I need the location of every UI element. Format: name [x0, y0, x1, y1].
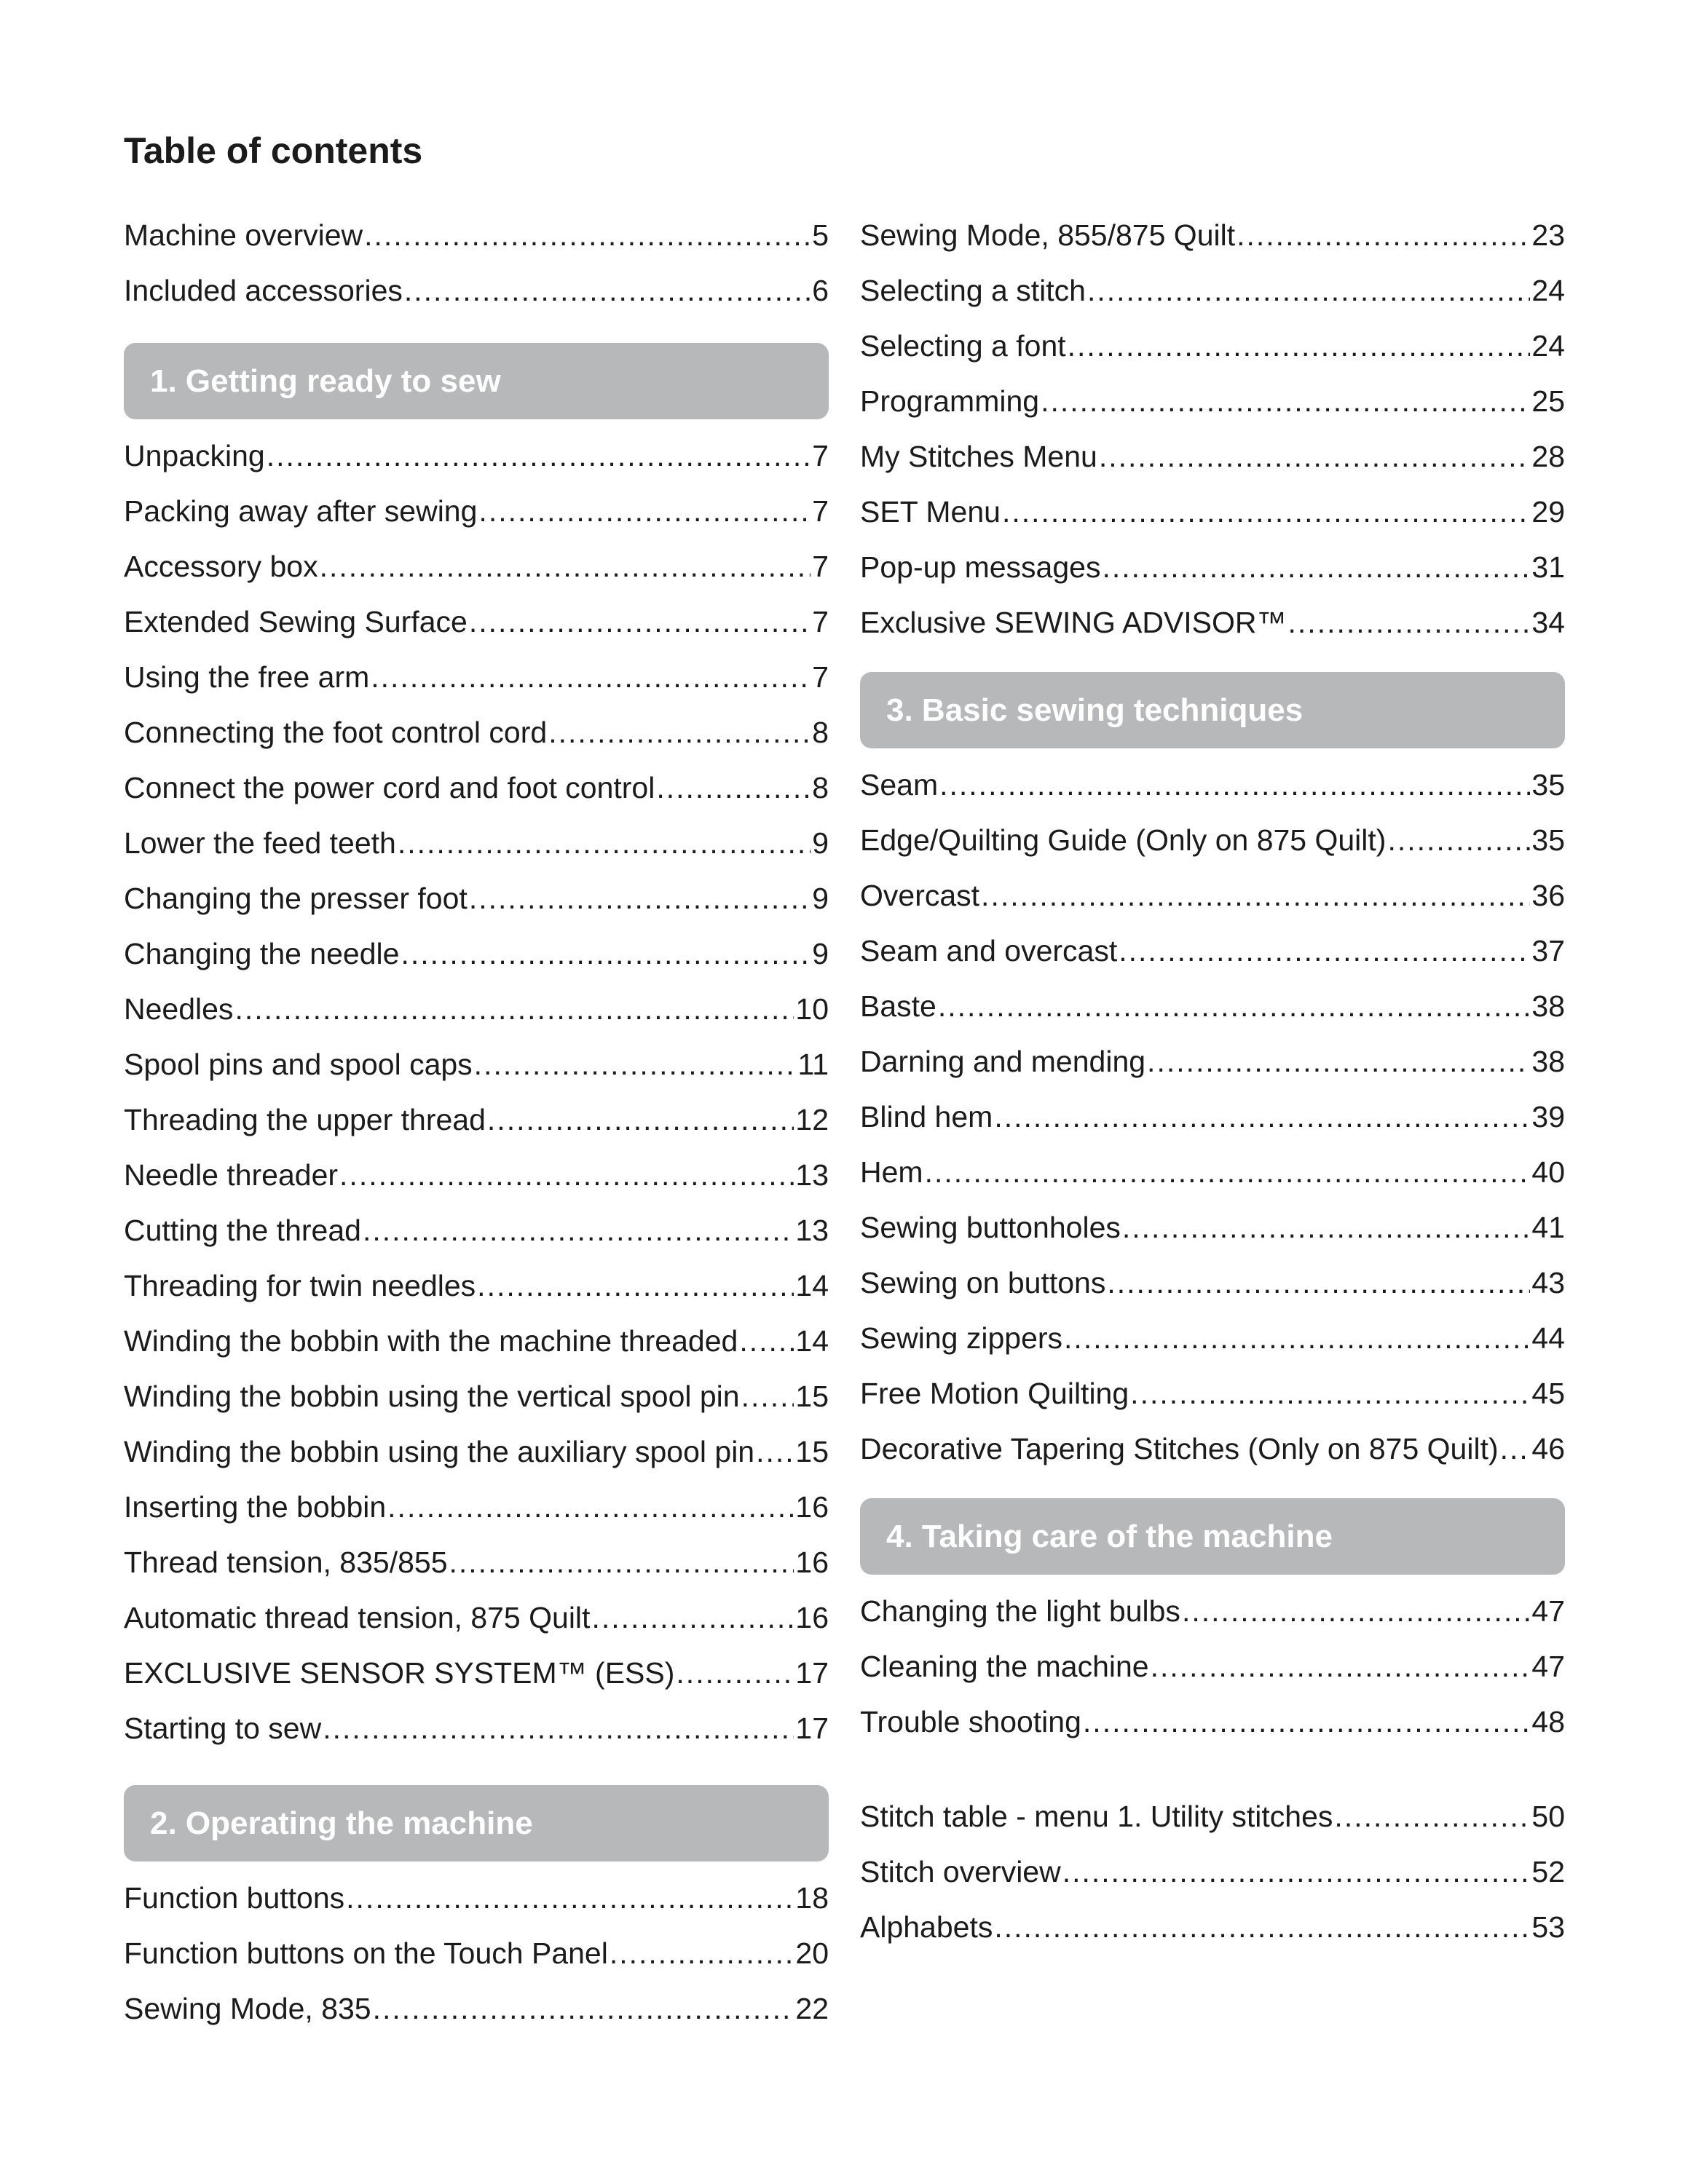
toc-entry-label: Free Motion Quilting [860, 1377, 1129, 1410]
toc-entry-label: Included accessories [124, 274, 403, 307]
leader-dots [1500, 1421, 1531, 1476]
leader-dots [739, 1313, 794, 1369]
toc-entry[interactable] [124, 1258, 829, 1313]
leader-dots [398, 815, 811, 871]
toc-entry-page: 11 [797, 1048, 829, 1081]
toc-entry-page: 31 [1531, 550, 1565, 584]
toc-entry-label: Sewing buttonholes [860, 1211, 1121, 1244]
toc-entry-page: 43 [1531, 1266, 1565, 1299]
leader-dots [1062, 1844, 1531, 1899]
toc-entry-label: Lower the feed teeth [124, 826, 396, 860]
leader-dots [756, 1424, 794, 1479]
intro-list [124, 207, 829, 318]
toc-entry[interactable] [124, 981, 829, 1037]
toc-entry-page: 13 [795, 1158, 829, 1192]
toc-entry-page: 29 [1531, 495, 1565, 529]
toc-entry-label: Changing the needle [124, 937, 400, 970]
operating-continued-list [860, 207, 1565, 650]
toc-entry-page: 8 [812, 716, 829, 749]
toc-entry[interactable] [860, 1200, 1565, 1255]
toc-entry-label: Selecting a stitch [860, 274, 1086, 307]
toc-entry-page: 34 [1531, 606, 1565, 639]
leader-dots [469, 594, 811, 649]
toc-entry-page: 8 [812, 771, 829, 804]
toc-entry-page: 15 [795, 1380, 829, 1413]
toc-entry-label: Threading for twin needles [124, 1269, 476, 1302]
page-title: Table of contents [124, 130, 423, 171]
toc-entry-label: Function buttons [124, 1881, 345, 1915]
toc-entry[interactable] [860, 484, 1565, 539]
leader-dots [401, 926, 811, 981]
leader-dots [938, 978, 1531, 1034]
leader-dots [267, 428, 811, 483]
toc-entry-label: Programming [860, 384, 1040, 418]
toc-entry[interactable] [124, 1981, 829, 2036]
toc-entry-page: 7 [812, 605, 829, 638]
toc-entry[interactable] [860, 923, 1565, 978]
toc-entry-label: Darning and mending [860, 1045, 1146, 1078]
toc-entry-page: 39 [1531, 1100, 1565, 1133]
leader-dots [1083, 1694, 1530, 1749]
toc-entry[interactable] [124, 760, 829, 815]
toc-entry[interactable] [124, 594, 829, 649]
toc-entry-page: 14 [795, 1324, 829, 1358]
section-operating-list [124, 1870, 829, 2036]
toc-entry[interactable] [860, 1583, 1565, 1639]
toc-entry[interactable] [860, 1694, 1565, 1749]
toc-entry-label: Overcast [860, 879, 980, 912]
toc-entry[interactable] [124, 539, 829, 594]
toc-entry-page: 9 [812, 826, 829, 860]
toc-entry-page: 22 [795, 1992, 829, 2025]
leader-dots [404, 263, 811, 318]
toc-entry-label: My Stitches Menu [860, 440, 1097, 473]
toc-entry-label: Connect the power cord and foot control [124, 771, 655, 804]
toc-entry-page: 16 [795, 1601, 829, 1634]
toc-entry[interactable] [124, 428, 829, 483]
toc-entry-label: Exclusive SEWING ADVISOR™ [860, 606, 1287, 639]
leader-dots [1102, 539, 1530, 595]
toc-entry-label: Connecting the foot control cord [124, 716, 548, 749]
leader-dots [676, 1645, 794, 1701]
toc-entry[interactable] [124, 483, 829, 539]
toc-entry-page: 13 [795, 1214, 829, 1247]
toc-entry[interactable] [124, 1701, 829, 1756]
toc-entry[interactable] [860, 1639, 1565, 1694]
right-column [860, 207, 1565, 1955]
toc-entry-label: Alphabets [860, 1910, 993, 1944]
toc-entry[interactable] [860, 1089, 1565, 1144]
section-header-basic-sewing: 3. Basic sewing techniques [860, 672, 1565, 748]
toc-entry-label: Machine overview [124, 218, 363, 252]
toc-entry-label: Unpacking [124, 439, 265, 472]
toc-entry-page: 35 [1531, 823, 1565, 857]
toc-entry[interactable] [124, 649, 829, 705]
toc-entry-label: Winding the bobbin with the machine threaded [124, 1324, 738, 1358]
leader-dots [364, 207, 811, 263]
toc-entry[interactable] [860, 207, 1565, 263]
toc-entry-page: 47 [1531, 1650, 1565, 1683]
toc-entry[interactable] [860, 1366, 1565, 1421]
leader-dots [981, 868, 1530, 923]
toc-entry-page: 48 [1531, 1705, 1565, 1738]
toc-entry-label: Cleaning the machine [860, 1650, 1149, 1683]
toc-entry-page: 16 [795, 1490, 829, 1524]
toc-entry-page: 14 [795, 1269, 829, 1302]
leader-dots [478, 483, 811, 539]
section-basic-sewing-list [860, 757, 1565, 1476]
toc-entry-label: Needles [124, 992, 234, 1026]
leader-dots [1064, 1310, 1530, 1366]
toc-entry-page: 24 [1531, 274, 1565, 307]
toc-entry[interactable] [860, 1034, 1565, 1089]
toc-entry[interactable] [860, 868, 1565, 923]
toc-entry[interactable] [860, 373, 1565, 429]
toc-entry[interactable] [860, 1144, 1565, 1200]
section-taking-care-list [860, 1583, 1565, 1749]
toc-entry[interactable] [124, 1870, 829, 1926]
toc-entry-label: Sewing zippers [860, 1321, 1063, 1355]
toc-entry-label: SET Menu [860, 495, 1001, 529]
toc-entry[interactable] [124, 815, 829, 871]
leader-dots [925, 1144, 1531, 1200]
toc-entry-label: Using the free arm [124, 660, 370, 694]
leader-dots [1387, 812, 1530, 868]
leader-dots [346, 1870, 794, 1926]
toc-entry-label: Thread tension, 835/855 [124, 1546, 448, 1579]
leader-dots [1147, 1034, 1530, 1089]
toc-entry-page: 52 [1531, 1855, 1565, 1888]
toc-entry-label: Inserting the bobbin [124, 1490, 387, 1524]
leader-dots [1068, 318, 1531, 373]
toc-entry[interactable] [124, 1479, 829, 1535]
toc-entry-page: 47 [1531, 1594, 1565, 1628]
toc-entry-page: 20 [795, 1936, 829, 1970]
toc-entry-label: EXCLUSIVE SENSOR SYSTEM™ (ESS) [124, 1656, 675, 1690]
toc-entry-page: 23 [1531, 218, 1565, 252]
toc-entry-page: 38 [1531, 989, 1565, 1023]
toc-entry[interactable] [860, 1844, 1565, 1899]
toc-entry-label: Edge/Quilting Guide (Only on 875 Quilt) [860, 823, 1387, 857]
toc-entry[interactable] [124, 263, 829, 318]
toc-entry[interactable] [124, 1313, 829, 1369]
toc-entry-page: 7 [812, 494, 829, 528]
toc-entry-page: 24 [1531, 329, 1565, 363]
toc-entry-label: Sewing Mode, 855/875 Quilt [860, 218, 1236, 252]
toc-entry-label: Changing the light bulbs [860, 1594, 1180, 1628]
leader-dots [1087, 263, 1530, 318]
toc-entry-page: 15 [795, 1435, 829, 1468]
toc-entry[interactable] [860, 595, 1565, 650]
leader-dots [1119, 923, 1530, 978]
toc-entry-page: 37 [1531, 934, 1565, 968]
leader-dots [487, 1092, 794, 1147]
toc-entry[interactable] [124, 1369, 829, 1424]
leader-dots [1237, 207, 1530, 263]
toc-entry[interactable] [124, 1926, 829, 1981]
toc-entry[interactable] [860, 318, 1565, 373]
toc-entry-label: Decorative Tapering Stitches (Only on 875 Quilt) [860, 1432, 1499, 1465]
toc-entry-page: 28 [1531, 440, 1565, 473]
toc-entry[interactable] [124, 1037, 829, 1092]
toc-entry-label: Pop-up messages [860, 550, 1101, 584]
toc-entry-page: 44 [1531, 1321, 1565, 1355]
toc-entry-label: Automatic thread tension, 875 Quilt [124, 1601, 591, 1634]
leader-dots [1002, 484, 1530, 539]
toc-entry[interactable] [124, 207, 829, 263]
toc-entry-label: Function buttons on the Touch Panel [124, 1936, 608, 1970]
toc-entry-label: Seam and overcast [860, 934, 1118, 968]
toc-entry[interactable] [860, 539, 1565, 595]
leader-dots [1099, 429, 1531, 484]
leader-dots [474, 1037, 797, 1092]
leader-dots [1130, 1366, 1530, 1421]
toc-entry[interactable] [860, 263, 1565, 318]
toc-entry-label: Winding the bobbin using the vertical spool pin [124, 1380, 740, 1413]
toc-entry[interactable] [124, 1535, 829, 1590]
toc-entry-label: Seam [860, 768, 939, 802]
toc-entry-label: Trouble shooting [860, 1705, 1081, 1738]
toc-entry-label: Baste [860, 989, 936, 1023]
toc-entry-page: 7 [812, 550, 829, 583]
toc-entry-page: 5 [812, 218, 829, 252]
toc-entry[interactable] [124, 1092, 829, 1147]
toc-entry-page: 38 [1531, 1045, 1565, 1078]
left-column [124, 207, 829, 2036]
toc-entry-page: 17 [795, 1712, 829, 1745]
toc-entry-page: 18 [795, 1881, 829, 1915]
leader-dots [1334, 1789, 1530, 1844]
toc-entry[interactable] [860, 1899, 1565, 1955]
toc-entry-page: 46 [1531, 1432, 1565, 1465]
leader-dots [387, 1479, 794, 1535]
toc-entry-page: 53 [1531, 1910, 1565, 1944]
toc-entry-page: 7 [812, 439, 829, 472]
toc-entry-label: Changing the presser foot [124, 882, 468, 915]
toc-entry[interactable] [124, 1203, 829, 1258]
section-header-operating: 2. Operating the machine [124, 1785, 829, 1861]
toc-entry[interactable] [124, 705, 829, 760]
section-header-getting-ready: 1. Getting ready to sew [124, 343, 829, 419]
toc-entry-page: 35 [1531, 768, 1565, 802]
toc-entry-label: Selecting a font [860, 329, 1066, 363]
toc-entry[interactable] [860, 1789, 1565, 1844]
toc-entry[interactable] [124, 871, 829, 926]
leader-dots [591, 1590, 794, 1645]
leader-dots [1041, 373, 1530, 429]
leader-dots [323, 1701, 794, 1756]
toc-entry[interactable] [860, 1421, 1565, 1476]
section-getting-ready-list [124, 428, 829, 1756]
toc-entry-page: 25 [1531, 384, 1565, 418]
toc-entry[interactable] [124, 1645, 829, 1701]
toc-entry-label: Hem [860, 1155, 923, 1189]
toc-entry-page: 9 [812, 882, 829, 915]
leader-dots [994, 1089, 1530, 1144]
toc-entry[interactable] [860, 812, 1565, 868]
leader-dots [1122, 1200, 1531, 1255]
leader-dots [656, 760, 811, 815]
leader-dots [1182, 1583, 1530, 1639]
leader-dots [939, 757, 1530, 812]
toc-entry[interactable] [860, 429, 1565, 484]
leader-dots [1151, 1639, 1531, 1694]
leader-dots [363, 1203, 794, 1258]
leader-dots [1288, 595, 1531, 650]
leader-dots [741, 1369, 794, 1424]
toc-entry-page: 12 [795, 1103, 829, 1136]
toc-entry-page: 45 [1531, 1377, 1565, 1410]
toc-entry-page: 10 [795, 992, 829, 1026]
leader-dots [320, 539, 811, 594]
toc-entry-label: Extended Sewing Surface [124, 605, 468, 638]
leader-dots [373, 1981, 794, 2036]
leader-dots [477, 1258, 794, 1313]
toc-entry-label: Stitch overview [860, 1855, 1061, 1888]
toc-entry-page: 50 [1531, 1800, 1565, 1833]
toc-entry[interactable] [860, 978, 1565, 1034]
leader-dots [610, 1926, 794, 1981]
toc-entry-label: Needle threader [124, 1158, 339, 1192]
toc-entry-label: Blind hem [860, 1100, 993, 1133]
toc-entry-label: Starting to sew [124, 1712, 322, 1745]
toc-entry-page: 7 [812, 660, 829, 694]
leader-dots [371, 649, 811, 705]
toc-entry-label: Spool pins and spool caps [124, 1048, 473, 1081]
toc-entry[interactable] [124, 926, 829, 981]
toc-entry[interactable] [860, 1255, 1565, 1310]
appendix-list [860, 1789, 1565, 1955]
toc-entry-page: 40 [1531, 1155, 1565, 1189]
toc-entry-label: Threading the upper thread [124, 1103, 486, 1136]
leader-dots [548, 705, 811, 760]
toc-entry-page: 9 [812, 937, 829, 970]
leader-dots [449, 1535, 794, 1590]
leader-dots [234, 981, 794, 1037]
leader-dots [1107, 1255, 1530, 1310]
section-header-taking-care: 4. Taking care of the machine [860, 1498, 1565, 1575]
toc-entry-page: 16 [795, 1546, 829, 1579]
toc-entry[interactable] [124, 1590, 829, 1645]
toc-entry-label: Stitch table - menu 1. Utility stitches [860, 1800, 1333, 1833]
toc-entry[interactable] [124, 1147, 829, 1203]
toc-entry-label: Sewing Mode, 835 [124, 1992, 371, 2025]
toc-entry-label: Sewing on buttons [860, 1266, 1106, 1299]
toc-entry-page: 6 [812, 274, 829, 307]
leader-dots [469, 871, 811, 926]
toc-entry[interactable] [860, 1310, 1565, 1366]
leader-dots [994, 1899, 1530, 1955]
leader-dots [339, 1147, 794, 1203]
toc-entry-label: Packing away after sewing [124, 494, 478, 528]
toc-entry-page: 41 [1531, 1211, 1565, 1244]
toc-entry-page: 36 [1531, 879, 1565, 912]
toc-entry-label: Winding the bobbin using the auxiliary spool pin [124, 1435, 755, 1468]
toc-entry-label: Cutting the thread [124, 1214, 361, 1247]
toc-entry-page: 17 [795, 1656, 829, 1690]
toc-entry[interactable] [124, 1424, 829, 1479]
toc-entry-label: Accessory box [124, 550, 318, 583]
toc-entry[interactable] [860, 757, 1565, 812]
